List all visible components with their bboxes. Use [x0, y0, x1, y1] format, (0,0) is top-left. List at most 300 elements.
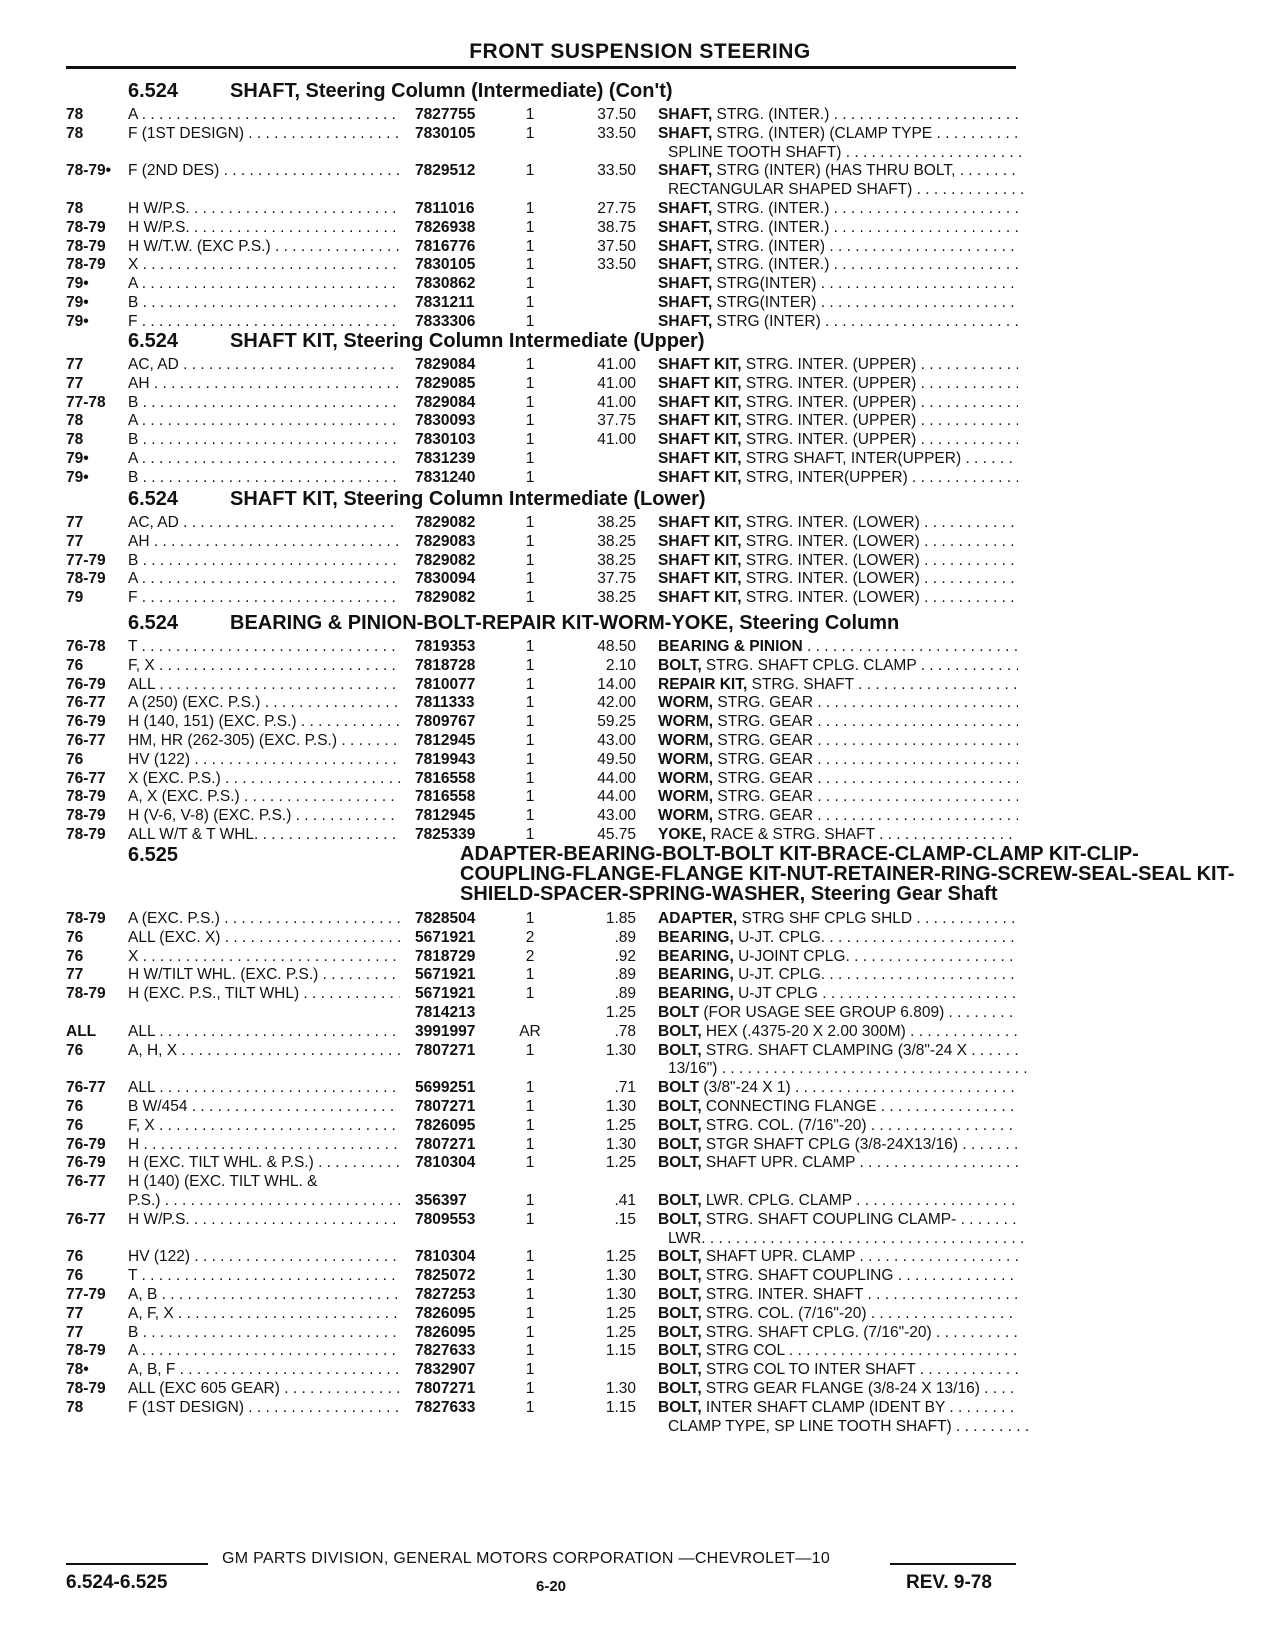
parts-row: [0, 1342, 1280, 1361]
price: 33.50: [597, 124, 636, 142]
model-year: 76-77: [66, 1173, 106, 1191]
description: [658, 751, 1018, 770]
price: 1.25: [605, 1248, 636, 1266]
model-year: 79•: [66, 293, 89, 311]
description: [658, 694, 1018, 713]
part-name: SHAFT,: [658, 124, 713, 142]
description: [658, 1098, 1018, 1117]
part-number: 7807271: [415, 1379, 476, 1397]
application: AC, AD . . .: [128, 514, 400, 533]
application: F (1ST DESIGN) . . .: [128, 1399, 400, 1418]
part-name: BOLT,: [658, 1097, 702, 1115]
parts-row: [0, 1418, 1280, 1437]
price: 38.25: [597, 551, 636, 569]
description: [658, 985, 1018, 1004]
parts-row: [0, 162, 1280, 181]
model-year: 76: [66, 1116, 84, 1134]
part-number: 7827253: [415, 1285, 476, 1303]
application: A, F, X . . .: [128, 1305, 400, 1324]
page-title: FRONT SUSPENSION STEERING: [469, 40, 811, 63]
part-name: SHAFT,: [658, 256, 713, 274]
part-name: SHAFT,: [658, 162, 713, 180]
quantity: 1: [525, 431, 535, 449]
model-year: 78-79: [66, 985, 106, 1003]
description: [658, 910, 1018, 929]
application: A . . .: [128, 106, 400, 125]
quantity: 1: [525, 393, 535, 411]
part-name: SHAFT KIT,: [658, 449, 742, 467]
application: A . . .: [128, 570, 400, 589]
quantity: 1: [525, 769, 535, 787]
section-heading: [0, 80, 1280, 106]
part-detail: SHAFT UPR. CLAMP: [701, 1248, 856, 1266]
part-number: 7818729: [415, 947, 476, 965]
part-detail: STRG. INTER. (LOWER): [741, 514, 920, 531]
quantity: 1: [525, 218, 535, 236]
part-detail: STRG. (INTER.): [712, 199, 830, 217]
application: H (140, 151) (EXC. P.S.) . . .: [128, 713, 400, 732]
price: 41.00: [597, 374, 636, 392]
price: .41: [614, 1191, 636, 1209]
part-detail: STGR SHAFT CPLG (3/8-24X13/16): [701, 1135, 959, 1153]
part-name: WORM,: [658, 694, 714, 712]
model-year: 76: [66, 656, 84, 674]
section-heading: [0, 844, 1280, 904]
description: [658, 1361, 1018, 1380]
part-detail: RECTANGULAR SHAPED SHAFT): [668, 181, 913, 199]
parts-row: [0, 552, 1280, 571]
model-year: 76: [66, 1248, 84, 1266]
part-name: BOLT: [658, 1079, 700, 1097]
description: [658, 125, 1018, 144]
part-name: BOLT: [658, 1003, 700, 1021]
quantity: 1: [525, 124, 535, 142]
description: [658, 807, 1018, 826]
parts-row: [0, 1324, 1280, 1343]
part-detail: STRG COL: [701, 1342, 785, 1360]
part-number: 7809553: [415, 1210, 476, 1228]
parts-row: [0, 1399, 1280, 1418]
application: ALL W/T & T WHL. . . .: [128, 826, 400, 845]
parts-row: [0, 1098, 1280, 1117]
part-name: BOLT,: [658, 1154, 702, 1172]
quantity: 1: [525, 162, 535, 180]
price: .15: [614, 1210, 636, 1228]
part-detail: (FOR USAGE SEE GROUP 6.809): [699, 1003, 945, 1021]
quantity: AR: [519, 1022, 541, 1040]
quantity: 1: [525, 1342, 535, 1360]
description: [668, 1418, 1028, 1437]
application: B . . .: [128, 552, 400, 571]
section-title: SHAFT KIT, Steering Column Intermediate (Lower): [230, 488, 706, 510]
parts-row: [0, 638, 1280, 657]
part-detail: STRG. INTER. (LOWER): [741, 570, 920, 588]
quantity: 1: [525, 1285, 535, 1303]
part-number: 7816558: [415, 788, 476, 806]
price: 44.00: [597, 769, 636, 787]
description: [658, 770, 1018, 789]
footer-rule-right: [890, 1563, 1016, 1565]
part-name: REPAIR KIT,: [658, 675, 748, 693]
application: X (EXC. P.S.) . . .: [128, 770, 400, 789]
price: .71: [614, 1079, 636, 1097]
part-name: BOLT,: [658, 1116, 702, 1134]
parts-row: [0, 1060, 1280, 1079]
part-number: 7831240: [415, 468, 476, 486]
description: [658, 1154, 1018, 1173]
part-detail: STRG. (INTER.): [712, 256, 830, 274]
description: [658, 431, 1018, 450]
part-detail: HEX (.4375-20 X 2.00 300M): [701, 1022, 906, 1040]
description: [658, 570, 1018, 589]
parts-row: [0, 966, 1280, 985]
part-number: 7807271: [415, 1135, 476, 1153]
description: [668, 181, 1028, 200]
description: [658, 1342, 1018, 1361]
model-year: 76-79: [66, 713, 106, 731]
quantity: 1: [525, 1398, 535, 1416]
part-detail: CONNECTING FLANGE: [701, 1097, 877, 1115]
description: [658, 1305, 1018, 1324]
parts-row: [0, 1361, 1280, 1380]
description: [658, 713, 1018, 732]
section-title: SHAFT KIT, Steering Column Intermediate (Upper): [230, 330, 705, 352]
part-name: SHAFT,: [658, 275, 713, 293]
quantity: 1: [525, 825, 535, 843]
quantity: 1: [525, 551, 535, 569]
section-title: SHAFT, Steering Column (Intermediate) (Con't): [230, 80, 673, 102]
part-detail: STRG. GEAR: [713, 713, 814, 731]
part-detail: U-JT CPLG: [733, 985, 818, 1003]
part-number: 7810304: [415, 1154, 476, 1172]
model-year: 78-79•: [66, 162, 112, 180]
model-year: 78-79: [66, 910, 106, 927]
footer-rule-left: [66, 1563, 208, 1565]
part-detail: STRG. COL. (7/16"-20): [701, 1304, 867, 1322]
description: [658, 1211, 1018, 1230]
model-year: 77-79: [66, 1285, 106, 1303]
part-name: WORM,: [658, 769, 714, 787]
part-name: BEARING,: [658, 928, 734, 946]
application: T . . .: [128, 1267, 400, 1286]
part-number: 7829083: [415, 532, 476, 550]
part-detail: STRG (INTER): [712, 312, 821, 330]
part-detail: STRG. (INTER.): [712, 218, 830, 236]
part-detail: STRG. GEAR: [713, 731, 814, 749]
title-rule: [66, 66, 1016, 69]
description: [658, 514, 1018, 533]
quantity: 1: [525, 532, 535, 550]
application: H W/P.S. . . .: [128, 200, 400, 219]
application: AH . . .: [128, 533, 400, 552]
description: [658, 966, 1018, 985]
part-detail: STRG. INTER. (UPPER): [741, 412, 917, 430]
part-detail: 13/16"): [668, 1060, 718, 1078]
part-name: SHAFT,: [658, 218, 713, 236]
price: 1.30: [605, 1267, 636, 1285]
description: [658, 256, 1018, 275]
model-year: 78-79: [66, 237, 106, 255]
price: 2.10: [605, 656, 636, 674]
part-detail: U-JOINT CPLG.: [733, 947, 850, 965]
description: [658, 638, 1018, 657]
price: 45.75: [597, 825, 636, 843]
description: [658, 1248, 1018, 1267]
model-year: 76-79: [66, 675, 106, 693]
price: 38.25: [597, 589, 636, 607]
part-detail: STRG COL TO INTER SHAFT: [701, 1361, 916, 1379]
description: [658, 1079, 1018, 1098]
application: H (EXC. P.S., TILT WHL) . . .: [128, 985, 400, 1004]
quantity: 1: [525, 1361, 535, 1379]
part-name: WORM,: [658, 807, 714, 825]
parts-row: [0, 1136, 1280, 1155]
description: [658, 948, 1018, 967]
part-name: BEARING,: [658, 966, 734, 984]
quantity: 1: [525, 256, 535, 274]
price: 43.00: [597, 731, 636, 749]
quantity: 1: [525, 312, 535, 330]
quantity: 1: [525, 750, 535, 768]
parts-row: [0, 219, 1280, 238]
part-number: 7816558: [415, 769, 476, 787]
model-year: 77: [66, 966, 84, 984]
quantity: 2: [525, 928, 535, 946]
part-number: 7829082: [415, 589, 476, 607]
part-number: 7827755: [415, 106, 476, 123]
model-year: 78: [66, 412, 84, 430]
quantity: 1: [525, 1267, 535, 1285]
quantity: 1: [525, 788, 535, 806]
model-year: 76-78: [66, 638, 106, 655]
part-detail: STRG(INTER): [712, 275, 817, 293]
price: 1.15: [605, 1342, 636, 1360]
description: [658, 238, 1018, 257]
application: F . . .: [128, 589, 400, 608]
parts-row: [0, 676, 1280, 695]
part-name: BOLT,: [658, 1323, 702, 1341]
price: 38.75: [597, 218, 636, 236]
application: A, B . . .: [128, 1286, 400, 1305]
application: HM, HR (262-305) (EXC. P.S.) . . .: [128, 732, 400, 751]
price: 44.00: [597, 788, 636, 806]
part-detail: STRG. SHAFT CPLG. (7/16"-20): [701, 1323, 932, 1341]
price: .92: [614, 947, 636, 965]
part-number: 7818728: [415, 656, 476, 674]
section-heading: [0, 488, 1280, 514]
part-name: BOLT,: [658, 1041, 702, 1059]
quantity: 1: [525, 1248, 535, 1266]
price: 14.00: [597, 675, 636, 693]
parts-row: [0, 256, 1280, 275]
quantity: 1: [525, 237, 535, 255]
description: [658, 1267, 1018, 1286]
price: 41.00: [597, 393, 636, 411]
description: [658, 294, 1018, 313]
quantity: 1: [525, 807, 535, 825]
model-year: ALL: [66, 1022, 97, 1040]
application: X . . .: [128, 256, 400, 275]
part-number: 7814213: [415, 1003, 476, 1021]
section-6-524-2: [0, 488, 1280, 608]
parts-row: [0, 1267, 1280, 1286]
model-year: 77: [66, 514, 84, 531]
application: B W/454 . . .: [128, 1098, 400, 1117]
part-detail: CLAMP TYPE, SP LINE TOOTH SHAFT): [668, 1417, 952, 1435]
model-year: 76-79: [66, 1135, 106, 1153]
part-detail: STRG. SHAFT CLAMPING (3/8"-24 X: [701, 1041, 967, 1059]
application: A . . .: [128, 450, 400, 469]
part-number: 7807271: [415, 1097, 476, 1115]
part-name: SHAFT KIT,: [658, 514, 742, 531]
part-name: WORM,: [658, 731, 714, 749]
section-number: 6.524: [128, 330, 179, 352]
part-number: 7810304: [415, 1248, 476, 1266]
quantity: 1: [525, 985, 535, 1003]
part-name: SHAFT,: [658, 312, 713, 330]
application: B . . .: [128, 394, 400, 413]
application: F, X . . .: [128, 657, 400, 676]
description: [658, 469, 1018, 488]
description: [658, 732, 1018, 751]
description: [658, 1042, 1018, 1061]
application: A, H, X . . .: [128, 1042, 400, 1061]
quantity: 1: [525, 638, 535, 655]
model-year: 79•: [66, 312, 89, 330]
part-name: BOLT,: [658, 656, 702, 674]
part-name: BOLT,: [658, 1210, 702, 1228]
parts-row: [0, 1211, 1280, 1230]
quantity: 1: [525, 694, 535, 712]
price: 37.50: [597, 106, 636, 123]
part-name: BOLT,: [658, 1379, 702, 1397]
application: H (EXC. TILT WHL. & P.S.) . . .: [128, 1154, 400, 1173]
application: AC, AD . . .: [128, 356, 400, 375]
part-detail: SHAFT UPR. CLAMP: [701, 1154, 856, 1172]
part-number: 7829085: [415, 374, 476, 392]
part-detail: STRG. (INTER) (CLAMP TYPE: [712, 124, 933, 142]
parts-row: [0, 356, 1280, 375]
part-detail: U-JT. CPLG.: [733, 928, 826, 946]
parts-row: [0, 469, 1280, 488]
part-name: BEARING,: [658, 985, 734, 1003]
part-number: 7829084: [415, 393, 476, 411]
application: H W/TILT WHL. (EXC. P.S.) . . .: [128, 966, 400, 985]
application: ALL (EXC. X) . . .: [128, 929, 400, 948]
parts-row: [0, 125, 1280, 144]
part-name: SHAFT,: [658, 293, 713, 311]
description: [658, 412, 1018, 431]
parts-row: [0, 533, 1280, 552]
price: 37.50: [597, 237, 636, 255]
parts-row: [0, 106, 1280, 125]
part-detail: STRG SHAFT, INTER(UPPER): [741, 449, 962, 467]
part-detail: STRG. (INTER.): [712, 106, 830, 123]
footer-section-range: 6.524-6.525: [66, 1572, 168, 1593]
parts-row: [0, 431, 1280, 450]
quantity: 1: [525, 1379, 535, 1397]
model-year: 76: [66, 1267, 84, 1285]
part-number: 7825339: [415, 825, 476, 843]
part-number: 7833306: [415, 312, 476, 330]
section-number: 6.524: [128, 612, 179, 634]
model-year: 77-79: [66, 551, 106, 569]
model-year: 79: [66, 589, 84, 607]
part-number: 7826095: [415, 1116, 476, 1134]
description: [658, 1004, 1018, 1023]
quantity: 1: [525, 199, 535, 217]
part-detail: STRG. GEAR: [713, 769, 814, 787]
part-detail: STRG. SHAFT CPLG. CLAMP: [701, 656, 917, 674]
parts-row: [0, 770, 1280, 789]
part-number: 5671921: [415, 985, 476, 1003]
application: HV (122) . . .: [128, 751, 400, 770]
model-year: 77: [66, 356, 84, 373]
part-name: SHAFT KIT,: [658, 589, 742, 607]
model-year: 78: [66, 1398, 84, 1416]
application: ALL . . .: [128, 1079, 400, 1098]
section-6-524-1: [0, 330, 1280, 488]
description: [658, 929, 1018, 948]
part-number: 7831211: [415, 293, 475, 311]
part-name: WORM,: [658, 788, 714, 806]
part-name: ADAPTER,: [658, 910, 738, 927]
price: 37.75: [597, 570, 636, 588]
part-number: 7830103: [415, 431, 476, 449]
quantity: 1: [525, 293, 535, 311]
price: 48.50: [597, 638, 636, 655]
part-number: 7830093: [415, 412, 476, 430]
part-detail: STRG. SHAFT COUPLING: [701, 1267, 894, 1285]
part-number: 7832907: [415, 1361, 476, 1379]
part-name: BOLT,: [658, 1361, 702, 1379]
part-detail: U-JT. CPLG.: [733, 966, 826, 984]
part-detail: STRG. GEAR: [713, 788, 814, 806]
application: F, X . . .: [128, 1117, 400, 1136]
price: 41.00: [597, 356, 636, 373]
parts-row: [0, 1230, 1280, 1249]
part-number: 7827633: [415, 1342, 476, 1360]
application: A (EXC. P.S.) . . .: [128, 910, 400, 929]
section-number: 6.524: [128, 80, 179, 102]
quantity: 1: [525, 1191, 535, 1209]
model-year: 76-77: [66, 694, 106, 712]
quantity: 1: [525, 656, 535, 674]
part-number: 7829082: [415, 551, 476, 569]
description: [658, 1380, 1018, 1399]
quantity: 1: [525, 1304, 535, 1322]
footer-page-number: 6-20: [536, 1578, 567, 1595]
quantity: 1: [525, 731, 535, 749]
model-year: 76-77: [66, 769, 106, 787]
price: 1.30: [605, 1379, 636, 1397]
model-year: 78•: [66, 1361, 89, 1379]
price: 1.25: [605, 1116, 636, 1134]
quantity: 1: [525, 966, 535, 984]
application: A . . .: [128, 275, 400, 294]
model-year: 77: [66, 1323, 84, 1341]
part-detail: STRG. SHAFT: [747, 675, 854, 693]
application: H (V-6, V-8) (EXC. P.S.) . . .: [128, 807, 400, 826]
part-number: 3991997: [415, 1022, 476, 1040]
parts-row: [0, 807, 1280, 826]
part-number: 7812945: [415, 807, 476, 825]
part-number: 7828504: [415, 910, 476, 927]
description: [658, 533, 1018, 552]
model-year: 78-79: [66, 1342, 106, 1360]
model-year: 77: [66, 1304, 84, 1322]
parts-row: [0, 412, 1280, 431]
